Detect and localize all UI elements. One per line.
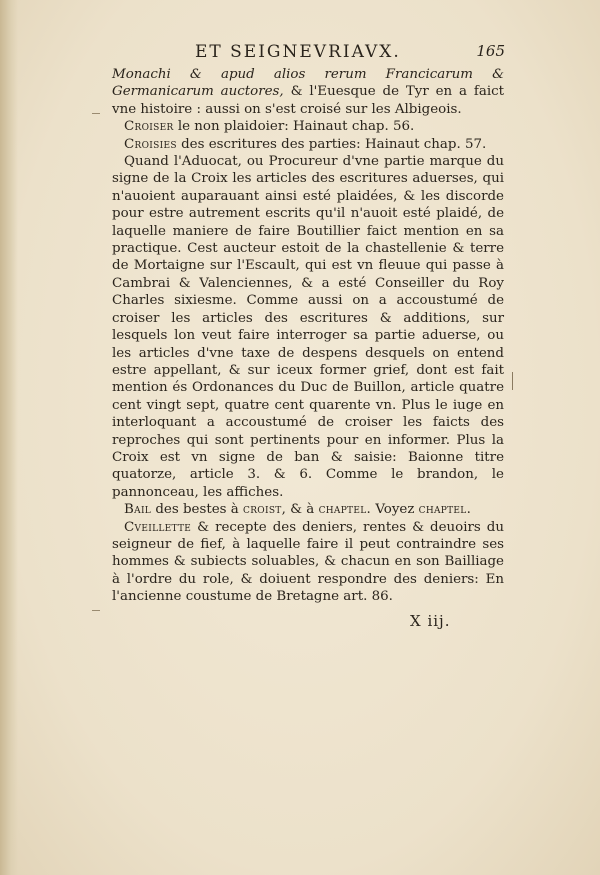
running-head: ET SEIGNEVRIAVX. [195, 42, 401, 62]
entry-term: Cveillette [124, 519, 192, 535]
margin-tick [92, 610, 100, 611]
entry-term: Croisies [124, 136, 177, 152]
entry-text: , & à [281, 502, 315, 518]
entry-term: Croiser [124, 119, 174, 135]
margin-tick [92, 113, 100, 114]
intro-paragraph [112, 66, 504, 118]
entry-text: des bestes à [155, 502, 239, 518]
entry-term: chaptel. [318, 502, 372, 518]
entry-text: le non plaidoier: Hainaut chap. 56. [177, 119, 415, 135]
page-header [195, 42, 505, 64]
entry-term: chaptel. [418, 502, 472, 518]
entry-text: des escritures des parties: Hainaut chap. 57. [181, 136, 487, 152]
entry-text: Voyez [375, 502, 415, 518]
page-gutter [0, 0, 18, 875]
entry-cueillette [112, 519, 504, 606]
entry-croiser [112, 118, 504, 135]
body-text [112, 66, 504, 606]
entry-term: croist [243, 502, 282, 518]
folio-number: 165 [476, 42, 505, 60]
entry-text: & recepte des deniers, rentes & deuoirs du seigneur de fief, à laquelle faire il peut contraindre ses hommes & subiects soluables, & chacun en son Bailliage à l'ordre du role, & doiuent respondre des deniers: En l'ancienne coustume de Bretagne art. 86. [112, 519, 504, 605]
entry-bail [112, 501, 504, 518]
entry-term: Bail [124, 502, 152, 518]
entry-croisies [112, 136, 504, 153]
margin-mark [512, 372, 513, 390]
signature-mark: X iij. [410, 612, 451, 630]
latin-citation: Monachi & apud alios rerum Francicarum & Germanicarum auctores, [112, 67, 504, 100]
main-paragraph: Quand l'Aduocat, ou Procureur d'vne partie marque du signe de la Croix les articles des escritures aduerses, qui n'auoient auparauant ainsi esté plaidées, & les discorde pour estre autrement escrits qu'il n'auoit esté plaidé, de laquelle maniere de faire Boutillier faict mention en sa practique. Cest aucteur estoit de la chastellenie & terre de Mortaigne sur l'Escault, qui est vn fleuue qui passe à Cambrai & Valenciennes, & a esté Conseiller du Roy Charles sixiesme. Comme aussi on a accoustumé de croiser les articles des escritures & additions, sur lesquels lon veut faire interroger sa partie aduerse, ou les articles d'vne taxe de despens desquels on entend estre appellant, & sur iceux former grief, dont est fait mention és Ordonances du Duc de Buillon, article quatre cent vingt sept, quatre cent quarente vn. Plus le iuge en interloquant a accoustumé de croiser les faicts des reproches qui sont pertinents pour en informer. Plus la Croix est vn signe de ban & saisie: Baionne titre quatorze, article 3. & 6. Comme le brandon, le pannonceau, les affiches. [112, 154, 504, 500]
intro-text: & l'Euesque de Tyr en a faict vne histoire : aussi on s'est croisé sur les Albigeois. [112, 84, 504, 117]
